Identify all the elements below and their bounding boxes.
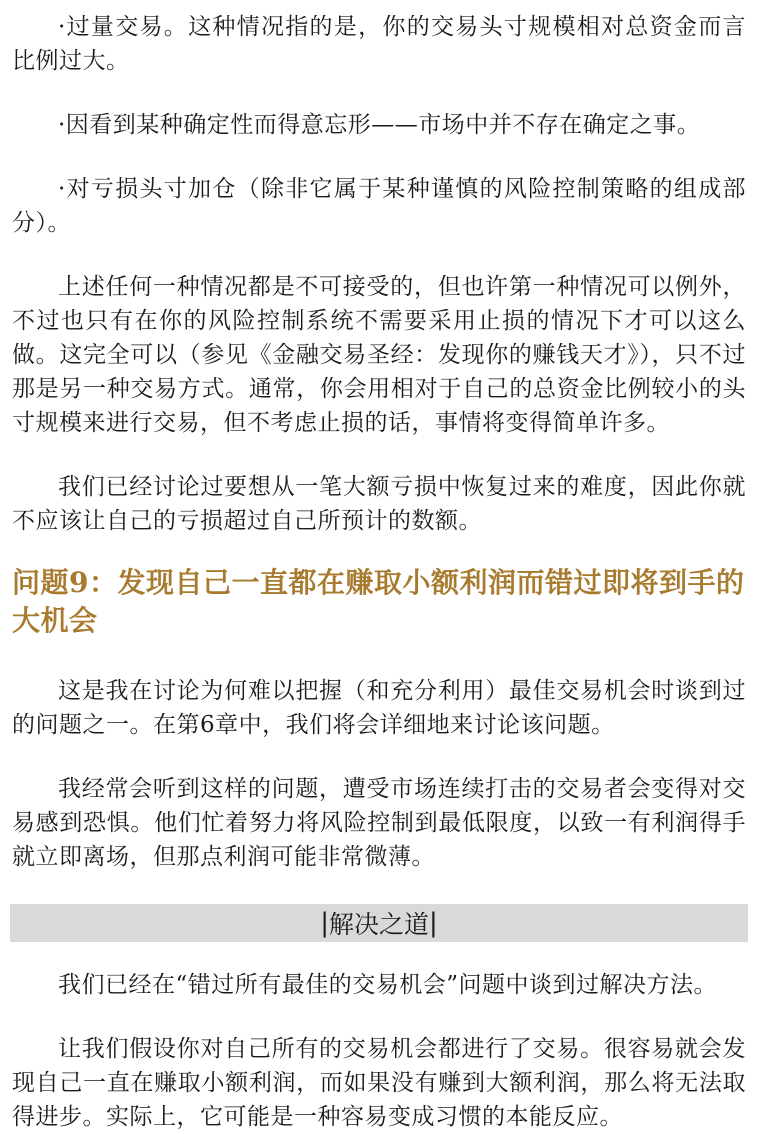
bullet-averaging-down: ·对亏损头寸加仓（除非它属于某种谨慎的风险控制策略的组成部分）。 — [12, 176, 746, 236]
section-title: 解决之道 — [328, 910, 429, 939]
body-paragraph: 让我们假设你对自己所有的交易机会都进行了交易。很容易就会发现自己一直在赚取小额利润，而如果没有赚到大额利润，那么将无法取得进步。实际上，它可能是一种容易变成习惯的本能反应。 — [12, 1036, 746, 1130]
solution-section-bar — [10, 904, 748, 942]
body-paragraph: 我们已经讨论过要想从一笔大额亏损中恢复过来的难度，因此你就不应该让自己的亏损超过自己所预计的数额。 — [12, 474, 746, 534]
body-paragraph: 上述任何一种情况都是不可接受的，但也许第一种情况可以例外，不过也只有在你的风险控制系统不需要采用止损的情况下才可以这么做。这完全可以（参见《金融交易圣经：发现你的赚钱天才》），只不过那是另一种交易方式。通常，你会用相对于自己的总资金比例较小的头寸规模来进行交易，但不考虑止损的话，事情将变得简单许多。 — [12, 274, 746, 436]
bullet-overtrading: ·过量交易。这种情况指的是，你的交易头寸规模相对总资金而言比例过大。 — [12, 14, 746, 74]
body-paragraph: 我经常会听到这样的问题，遭受市场连续打击的交易者会变得对交易感到恐惧。他们忙着努力将风险控制到最低限度，以致一有利润得手就立即离场，但那点利润可能非常微薄。 — [12, 776, 746, 870]
section-pipe-left: | — [320, 908, 329, 938]
bullet-certainty: ·因看到某种确定性而得意忘形——市场中并不存在确定之事。 — [58, 112, 701, 138]
body-paragraph: 我们已经在“错过所有最佳的交易机会”问题中谈到过解决方法。 — [58, 972, 718, 998]
body-paragraph: 这是我在讨论为何难以把握（和充分利用）最佳交易机会时谈到过的问题之一。在第6章中，我们将会详细地来讨论该问题。 — [12, 678, 746, 738]
problem-heading: 问题9：发现自己一直都在赚取小额利润而错过即将到手的大机会 — [12, 566, 745, 637]
section-pipe-right: | — [429, 908, 438, 938]
